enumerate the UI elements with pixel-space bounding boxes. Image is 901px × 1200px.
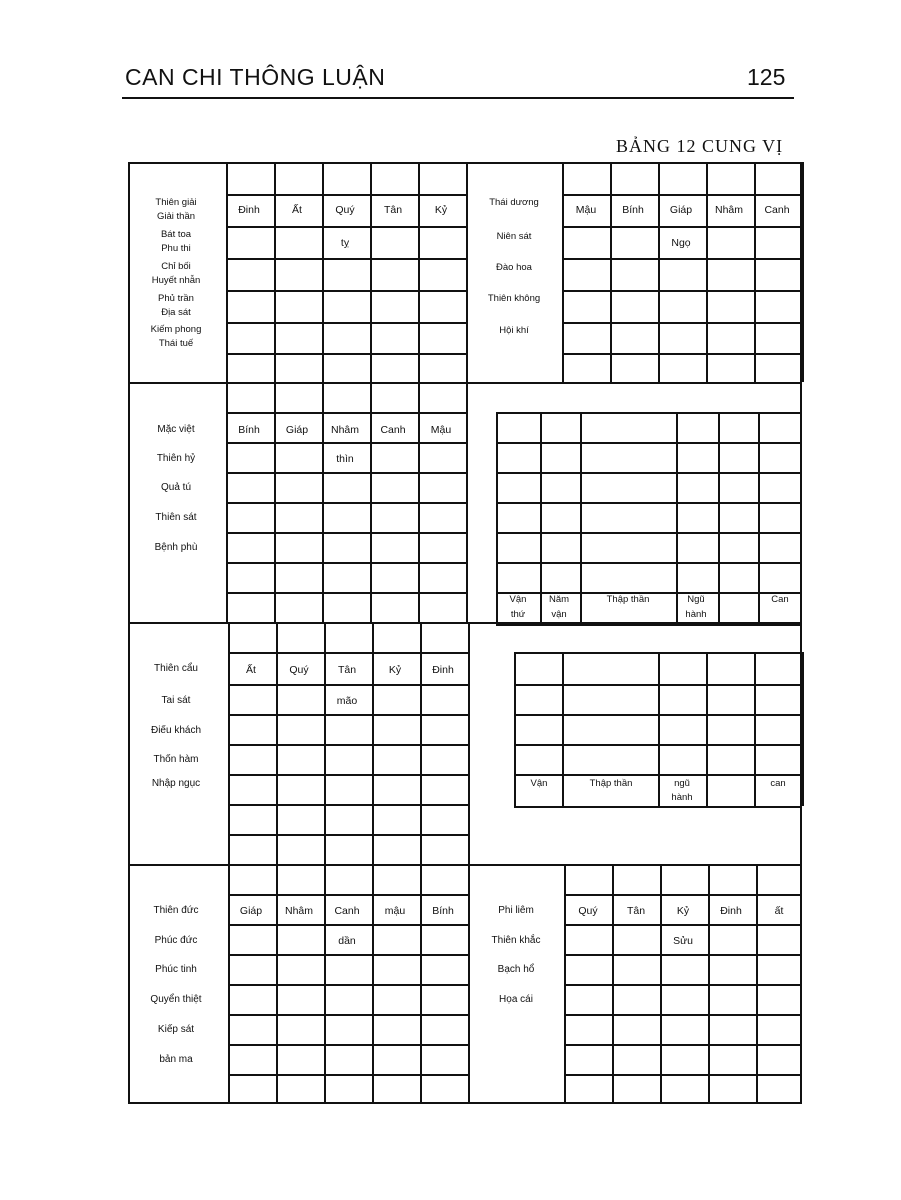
- label-thien-khong: Thiên không: [487, 293, 541, 304]
- b2-foot-can: Can: [771, 594, 789, 605]
- grid-line-v: [228, 622, 230, 864]
- page-number: 125: [747, 64, 786, 90]
- block-separator: [128, 382, 802, 384]
- label-thai-duong: Thái dương: [489, 197, 539, 208]
- grid-line-h: [228, 894, 468, 896]
- label-phu-tran: Phủ trần: [158, 293, 194, 304]
- label-dieu-khach: Điếu khách: [150, 725, 202, 736]
- grid-line-h: [496, 502, 800, 504]
- grid-line-v: [324, 622, 326, 864]
- b2-foot-nam: Năm: [548, 594, 570, 605]
- grid-line-h: [514, 774, 802, 776]
- header-rule: [122, 97, 794, 99]
- grid-line-h: [226, 290, 466, 292]
- grid-line-h: [228, 834, 468, 836]
- label-mac-viet: Mặc việt: [157, 424, 195, 435]
- grid-line-h: [496, 532, 800, 534]
- b4-head-3: Canh: [334, 905, 360, 917]
- grid-line-v: [706, 652, 708, 806]
- grid-line-h: [228, 1014, 468, 1016]
- grid-line-h: [564, 894, 802, 896]
- grid-line-v: [466, 162, 468, 382]
- grid-line-h: [226, 194, 466, 196]
- b4r-head-4: Đinh: [720, 905, 742, 917]
- grid-line-h: [226, 592, 466, 594]
- grid-line-h: [226, 322, 466, 324]
- grid-line-h: [562, 322, 802, 324]
- label-thien-khac: Thiên khắc: [491, 935, 541, 946]
- label-phuc-tinh: Phúc tinh: [155, 964, 197, 975]
- b3-head-3: Tân: [337, 664, 357, 676]
- grid-line-h: [564, 954, 802, 956]
- b4r-head-3: Kỷ: [676, 905, 690, 917]
- grid-line-h: [226, 412, 466, 414]
- b3-head-1: Ất: [246, 664, 256, 676]
- label-bat-toa: Bát toa: [160, 229, 192, 240]
- b4r-extra: Sửu: [673, 935, 693, 947]
- b3-head-2: Quý: [289, 664, 309, 676]
- b4r-head-2: Tân: [626, 905, 646, 917]
- grid-line-h: [564, 924, 802, 926]
- b2-foot-van2: vận: [551, 609, 567, 620]
- grid-line-h: [564, 1014, 802, 1016]
- b4-head-2: Nhâm: [284, 905, 314, 917]
- b1-head-3: Quý: [335, 204, 355, 216]
- grid-line-v: [276, 622, 278, 864]
- label-thai-tue: Thái tuế: [158, 338, 194, 349]
- b1-head-5: Kỷ: [434, 204, 448, 216]
- b1r-head-4: Nhâm: [714, 204, 744, 216]
- grid-line-v: [802, 652, 804, 806]
- b1-head-4: Tân: [383, 204, 403, 216]
- b1-head-1: Đinh: [238, 204, 260, 216]
- grid-line-h: [226, 258, 466, 260]
- grid-line-h: [226, 532, 466, 534]
- b1r-head-5: Canh: [764, 204, 790, 216]
- grid-line-h: [226, 442, 466, 444]
- running-header-title: CAN CHI THÔNG LUẬN: [125, 64, 386, 90]
- b2-foot-ngu: Ngũ: [687, 594, 705, 605]
- grid-line-h: [562, 290, 802, 292]
- b1-extra: tỵ: [340, 237, 350, 249]
- b3-head-5: Đinh: [432, 664, 454, 676]
- grid-line-h: [514, 806, 802, 808]
- grid-line-v: [420, 622, 422, 864]
- b2-head-5: Mậu: [430, 424, 452, 436]
- grid-line-h: [564, 1074, 802, 1076]
- label-phu-thi: Phu thi: [161, 243, 191, 254]
- label-bach-ho: Bạch hổ: [497, 964, 535, 975]
- label-kiep-sat: Kiếp sát: [157, 1024, 195, 1035]
- label-huyet-nhan: Huyết nhẫn: [151, 275, 201, 286]
- b4-head-5: Bính: [432, 905, 454, 917]
- label-phuc-duc: Phúc đức: [154, 935, 198, 946]
- label-hoi-khi: Hội khí: [499, 325, 529, 336]
- label-nhap-nguc: Nhập ngục: [151, 778, 201, 789]
- grid-line-h: [514, 652, 802, 654]
- b2-foot-thap-than: Thập thần: [606, 594, 650, 605]
- b3-foot-hanh: hành: [671, 792, 693, 803]
- b3-extra: mão: [336, 695, 358, 707]
- grid-line-h: [228, 652, 468, 654]
- b1r-extra: Ngọ: [671, 237, 691, 249]
- grid-line-h: [562, 353, 802, 355]
- grid-line-h: [226, 502, 466, 504]
- grid-line-h: [226, 226, 466, 228]
- label-benh-phu: Bệnh phù: [154, 542, 198, 553]
- label-thien-giai: Thiên giải: [155, 197, 197, 208]
- grid-line-h: [564, 1044, 802, 1046]
- grid-line-v: [468, 622, 470, 864]
- grid-line-h: [226, 353, 466, 355]
- b2-extra: thìn: [336, 453, 354, 465]
- label-thien-duc: Thiên đức: [153, 905, 199, 916]
- grid-line-h: [228, 714, 468, 716]
- grid-line-h: [514, 714, 802, 716]
- b2-foot-thu: thứ: [510, 609, 526, 620]
- grid-line-h: [496, 624, 800, 626]
- label-dao-hoa: Đào hoa: [496, 262, 532, 273]
- label-ban-ma: bản ma: [159, 1054, 193, 1065]
- b4-head-4: mậu: [384, 905, 406, 917]
- label-chi-boi: Chỉ bối: [161, 261, 191, 272]
- b1r-head-3: Giáp: [669, 204, 693, 216]
- b2-head-3: Nhâm: [330, 424, 360, 436]
- b4r-head-5: ất: [774, 905, 784, 917]
- grid-line-v: [658, 652, 660, 806]
- b2-head-2: Giáp: [285, 424, 309, 436]
- grid-line-h: [228, 954, 468, 956]
- grid-line-h: [228, 774, 468, 776]
- b4-extra: dần: [338, 935, 356, 947]
- grid-line-v: [754, 652, 756, 806]
- grid-line-v: [800, 412, 802, 624]
- label-giai-than: Giải thần: [156, 211, 196, 222]
- grid-line-h: [496, 472, 800, 474]
- b2-foot-hanh: hành: [685, 609, 707, 620]
- b3-foot-ngu: ngũ: [674, 778, 690, 789]
- grid-line-v: [372, 622, 374, 864]
- grid-line-h: [228, 1044, 468, 1046]
- grid-line-h: [514, 744, 802, 746]
- b2-foot-van: Vận: [509, 594, 527, 605]
- label-tai-sat: Tai sát: [161, 695, 191, 706]
- b1r-head-1: Mậu: [575, 204, 597, 216]
- grid-line-h: [562, 258, 802, 260]
- grid-line-h: [228, 1074, 468, 1076]
- b2-head-1: Bính: [238, 424, 260, 436]
- grid-line-h: [496, 562, 800, 564]
- grid-line-h: [564, 984, 802, 986]
- b4r-head-1: Quý: [578, 905, 598, 917]
- grid-line-h: [228, 744, 468, 746]
- b3-foot-van: Vận: [530, 778, 548, 789]
- grid-line-h: [228, 924, 468, 926]
- b1-head-2: Ất: [292, 204, 302, 216]
- label-quyen-thiet: Quyển thiệt: [150, 994, 202, 1005]
- grid-line-h: [226, 472, 466, 474]
- grid-line-h: [496, 412, 800, 414]
- grid-line-v: [514, 652, 516, 806]
- b3-head-4: Kỷ: [388, 664, 402, 676]
- label-kiem-phong: Kiếm phong: [150, 324, 202, 335]
- b1r-head-2: Bính: [622, 204, 644, 216]
- label-nien-sat: Niên sát: [496, 231, 532, 242]
- label-qua-tu: Quả tú: [160, 482, 192, 493]
- label-thien-cau: Thiên cẩu: [154, 663, 198, 674]
- grid-line-h: [228, 684, 468, 686]
- label-hoa-cai: Họa cái: [499, 994, 533, 1005]
- label-thon-ham: Thốn hàm: [153, 754, 199, 765]
- grid-line-h: [228, 984, 468, 986]
- grid-line-h: [562, 194, 802, 196]
- label-phi-liem: Phi liêm: [498, 905, 534, 916]
- grid-line-v: [466, 382, 468, 622]
- grid-line-h: [226, 562, 466, 564]
- grid-line-v: [468, 864, 470, 1104]
- label-thien-sat: Thiên sát: [155, 512, 197, 523]
- grid-line-h: [228, 804, 468, 806]
- b2-head-4: Canh: [380, 424, 406, 436]
- b4-head-1: Giáp: [239, 905, 263, 917]
- grid-line-h: [562, 226, 802, 228]
- grid-line-h: [496, 442, 800, 444]
- grid-line-v: [802, 162, 804, 382]
- grid-line-v: [562, 652, 564, 806]
- b3-foot-can: can: [770, 778, 786, 789]
- label-dia-sat: Địa sát: [161, 307, 191, 318]
- label-thien-hy: Thiên hỷ: [156, 453, 196, 464]
- grid-line-h: [514, 684, 802, 686]
- b3-foot-thap-than: Thập thần: [589, 778, 633, 789]
- table-title: BẢNG 12 CUNG VỊ: [616, 136, 784, 156]
